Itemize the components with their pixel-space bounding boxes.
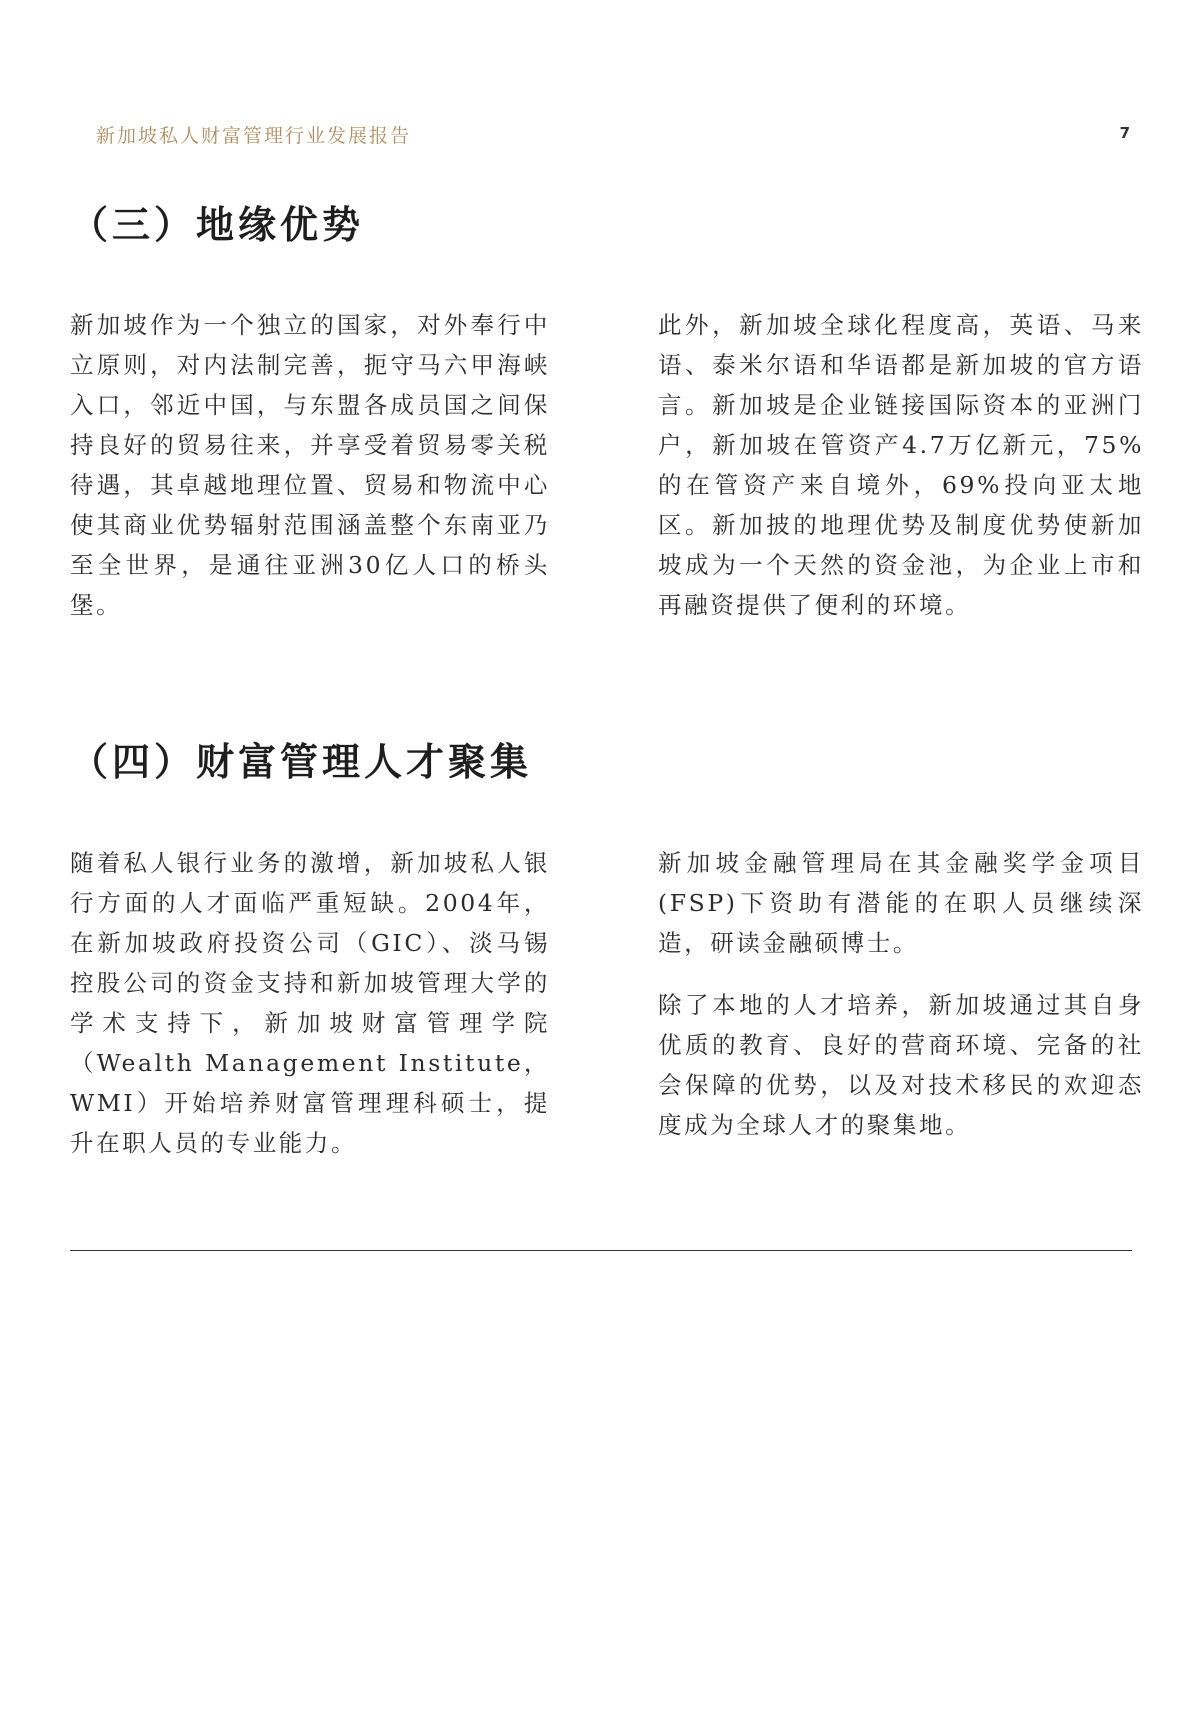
section-3-left-paragraph: 新加坡作为一个独立的国家，对外奉行中立原则，对内法制完善，扼守马六甲海峡入口，邻近中国，与东盟各成员国之间保持良好的贸易往来，并享受着贸易零关税待遇，其卓越地理位置、贸易和物流中心使其商业优势辐射范围涵盖整个东南亚乃至全世界，是通往亚洲30亿人口的桥头堡。: [70, 311, 550, 619]
section-3-title: （三）地缘优势: [70, 203, 365, 247]
section-4-left-column: [70, 843, 550, 1163]
section-4-right-column: [658, 843, 1144, 1145]
section-4-right-paragraph-2: 除了本地的人才培养，新加坡通过其自身优质的教育、良好的营商环境、完备的社会保障的优势，以及对技术移民的欢迎态度成为全球人才的聚集地。: [658, 991, 1144, 1139]
section-4-title: （四）财富管理人才聚集: [70, 740, 533, 784]
section-4-right-paragraph-1: 新加坡金融管理局在其金融奖学金项目(FSP)下资助有潜能的在职人员继续深造，研读金融硕博士。: [658, 849, 1144, 957]
page-number: 7: [1119, 124, 1130, 142]
section-3-right-column: [658, 305, 1144, 625]
section-3-left-column: [70, 305, 550, 625]
section-3-right-paragraph: 此外，新加坡全球化程度高，英语、马来语、泰米尔语和华语都是新加坡的官方语言。新加坡是企业链接国际资本的亚洲门户，新加坡在管资产4.7万亿新元，75%的在管资产来自境外，69%投向亚太地区。新加披的地理优势及制度优势使新加坡成为一个天然的资金池，为企业上市和再融资提供了便利的环境。: [658, 311, 1144, 619]
running-header-title: 新加坡私人财富管理行业发展报告: [96, 125, 412, 147]
section-4-left-paragraph: 随着私人银行业务的激增，新加坡私人银行方面的人才面临严重短缺。2004年，在新加坡政府投资公司（GIC）、淡马锡控股公司的资金支持和新加坡管理大学的学术支持下，新加坡财富管理学院（Wealth Management Institute，WMI）开始培养财富管理理科硕士，提升在职人员的专业能力。: [70, 849, 550, 1157]
section-divider: [70, 1250, 1132, 1251]
